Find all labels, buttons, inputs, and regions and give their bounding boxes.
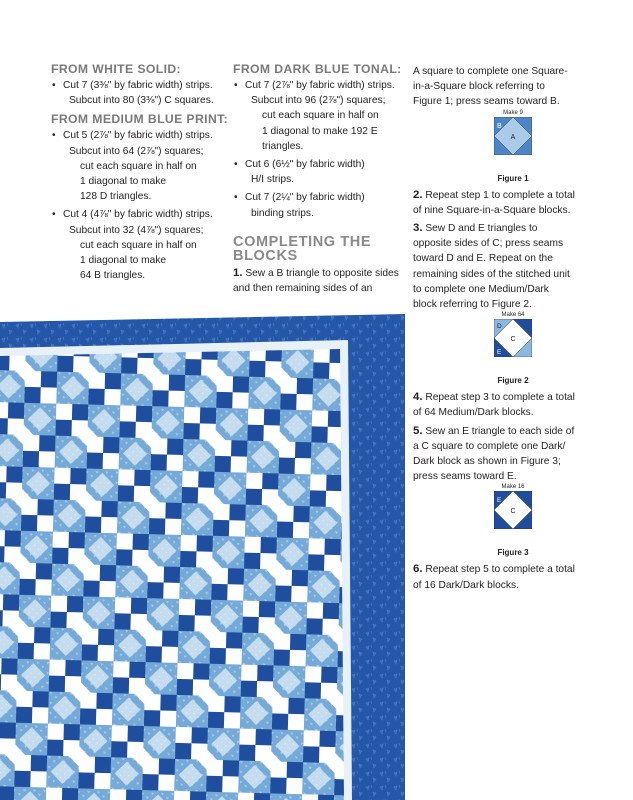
figure-3-caption: Figure 3 xyxy=(497,548,529,558)
list-item-cont: 128 D triangles. xyxy=(80,191,152,203)
step-text: of 16 Dark/Dark blocks. xyxy=(413,579,519,591)
figure-1-label-a: A xyxy=(510,133,516,141)
list-item: • Cut 4 (4⅞" by fabric width) strips. xyxy=(51,207,231,222)
list-item-cont: 1 diagonal to make xyxy=(80,176,167,188)
figure-2-caption: Figure 2 xyxy=(497,376,529,386)
figure-1-label-b: B xyxy=(497,122,502,130)
step-text: and then remaining sides of an xyxy=(233,283,373,295)
list-item-cont: cut each square in half on xyxy=(80,239,197,251)
medium-blue-heading: FROM MEDIUM BLUE PRINT: xyxy=(51,112,229,127)
step-text: opposite sides of C; press seams xyxy=(413,238,564,250)
step-number: 6. xyxy=(413,563,423,576)
figure-3-make: Make 16 xyxy=(501,484,525,491)
step-text: a C square to complete one Dark/ xyxy=(413,440,566,452)
figure-1-caption: Figure 1 xyxy=(497,173,529,183)
list-item: • Cut 5 (2⅞" by fabric width) strips. xyxy=(51,128,231,143)
figure-2 xyxy=(413,312,613,374)
figure-2-label-e: E xyxy=(497,349,502,357)
step-text: Sew an E triangle to each side of xyxy=(425,425,575,437)
cutting-column-2 xyxy=(233,62,403,296)
step-text: in-a-Square block referring to xyxy=(413,81,545,93)
list-item: • Cut 7 (3⅜" by fabric width) strips. xyxy=(51,78,231,93)
list-item-cont: Subcut into 64 (2⅞") squares; xyxy=(69,145,204,157)
list-item-cont: binding strips. xyxy=(251,207,314,219)
list-item-cont: 64 B triangles. xyxy=(80,270,146,282)
white-solid-heading: FROM WHITE SOLID: xyxy=(51,62,182,76)
completing-heading xyxy=(233,235,403,263)
figure-3-label-e: E xyxy=(497,497,502,505)
list-item-cont: cut each square in half on xyxy=(262,110,379,122)
figure-2-label-c: C xyxy=(510,336,516,344)
dark-blue-heading: FROM DARK BLUE TONAL: xyxy=(233,62,402,76)
step-number: 5. xyxy=(413,424,423,437)
step-4 xyxy=(413,390,613,405)
step-text: Repeat step 3 to complete a total xyxy=(425,392,575,404)
step-text: remaining sides of the stitched unit xyxy=(413,268,570,280)
step-1 xyxy=(233,266,403,281)
list-item-cont: cut each square in half on xyxy=(80,160,197,172)
step-text: Repeat step 1 to complete a total xyxy=(425,189,575,201)
step-text: Figure 1; press seams toward B. xyxy=(413,96,560,108)
figure-3-diagram xyxy=(494,491,532,529)
watermark: PassionForum.ru xyxy=(559,786,628,796)
step-5 xyxy=(413,424,613,439)
step-text: Sew D and E triangles to xyxy=(425,223,538,235)
list-item-cont: Subcut into 80 (3⅜") C squares. xyxy=(69,95,214,107)
cutting-column-1 xyxy=(51,62,231,283)
figure-1-diagram xyxy=(494,117,532,155)
step-text: to complete one Medium/Dark xyxy=(413,283,549,295)
step-number: 4. xyxy=(413,391,423,404)
step-3 xyxy=(413,221,613,236)
step-text: Repeat step 5 to complete a total xyxy=(425,564,575,576)
list-item-cont: triangles. xyxy=(262,140,304,152)
step-number: 1. xyxy=(233,266,243,279)
figure-1-make: Make 9 xyxy=(503,109,523,116)
step-text: block referring to Figure 2. xyxy=(413,299,532,311)
completing-heading-line2: BLOCKS xyxy=(233,247,298,264)
step-2 xyxy=(413,188,613,203)
list-item: • Cut 7 (2¼" by fabric width) xyxy=(233,190,403,205)
step-text: toward D and E. Repeat on the xyxy=(413,253,553,265)
list-item-cont: H/I strips. xyxy=(251,174,295,186)
step-text: press seams toward E. xyxy=(413,471,517,483)
figure-2-diagram xyxy=(494,319,532,357)
list-item-cont: 1 diagonal to make 192 E xyxy=(262,125,378,137)
figure-1 xyxy=(413,110,613,172)
figure-2-label-d: D xyxy=(497,323,502,331)
figure-3-label-c: C xyxy=(510,508,516,516)
completing-heading-line1: COMPLETING THE xyxy=(233,233,372,250)
step-text: of nine Square-in-a-Square blocks. xyxy=(413,204,571,216)
step-text: of 64 Medium/Dark blocks. xyxy=(413,407,534,419)
instructions-column-3 xyxy=(413,64,613,593)
step-number: 3. xyxy=(413,222,423,235)
figure-2-make: Make 64 xyxy=(501,312,525,319)
step-6 xyxy=(413,562,613,577)
list-item-cont: 1 diagonal to make xyxy=(80,255,167,267)
list-item-cont: Subcut into 32 (4⅞") squares; xyxy=(69,224,204,236)
list-item: • Cut 6 (6½" by fabric width) xyxy=(233,157,403,172)
list-item: • Cut 7 (2⅞" by fabric width) strips. xyxy=(233,78,403,93)
list-item-cont: Subcut into 96 (2⅞") squares; xyxy=(251,95,386,107)
figure-3 xyxy=(413,484,613,546)
step-text: Dark block as shown in Figure 3; xyxy=(413,456,561,468)
step-text: Sew a B triangle to opposite sides xyxy=(245,267,399,279)
step-text: A square to complete one Square- xyxy=(413,66,568,77)
step-number: 2. xyxy=(413,188,423,201)
